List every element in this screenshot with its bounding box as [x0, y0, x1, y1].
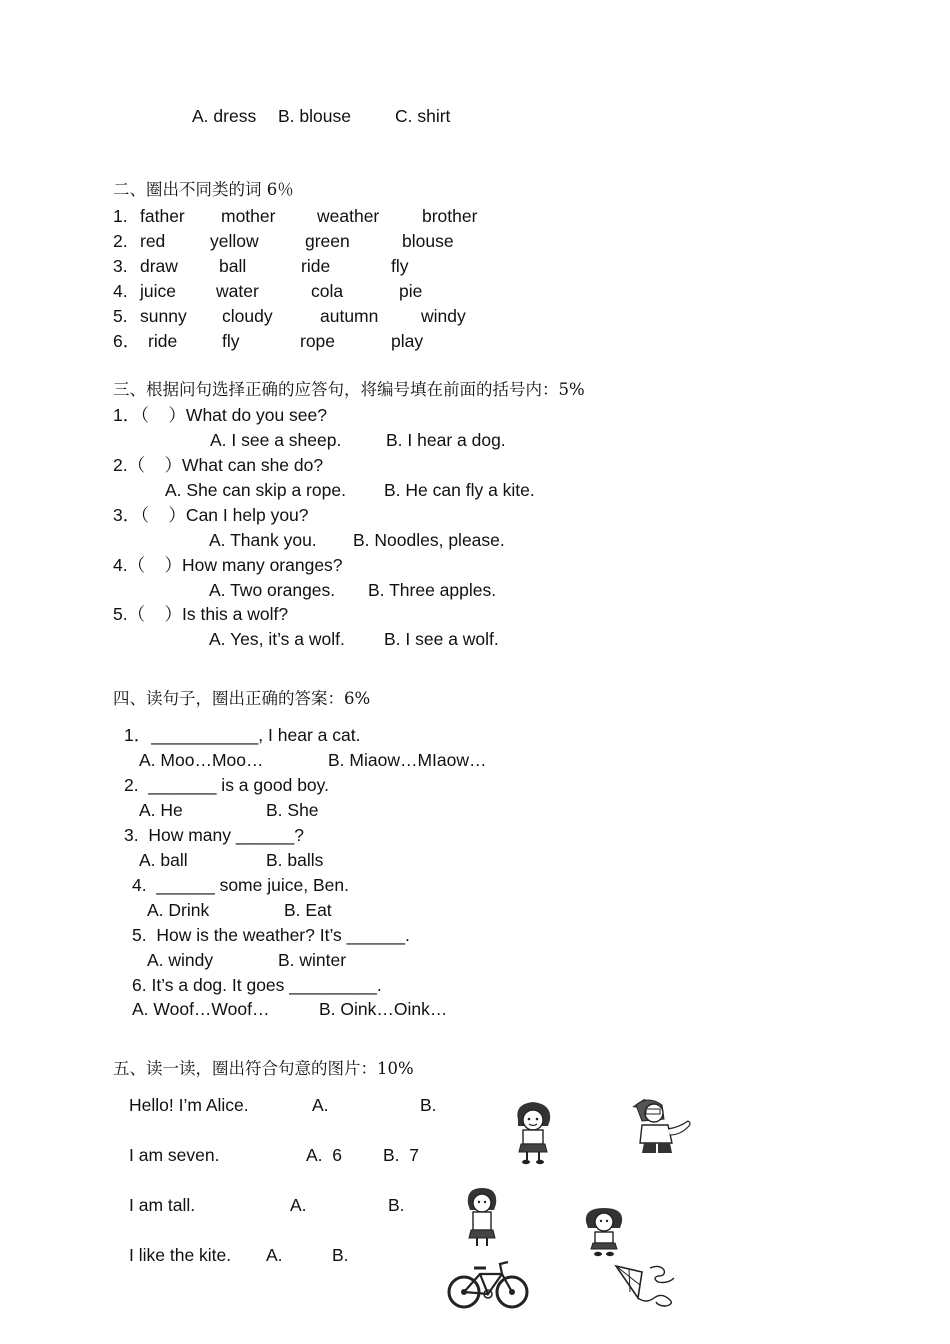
s5-choice-b[interactable]: B. 7 — [383, 1145, 419, 1165]
s3-choice-a[interactable]: A. I see a sheep. — [210, 430, 342, 450]
s2-word[interactable]: fly — [222, 331, 240, 351]
s3-question: 2.（ ）What can she do? — [113, 455, 324, 475]
s5-sentence: Hello! I’m Alice. — [129, 1095, 249, 1115]
s5-sentence: I am seven. — [129, 1145, 220, 1165]
old-man-picture[interactable] — [628, 1097, 696, 1155]
s4-question: 5. How is the weather? It’s ______. — [132, 925, 410, 945]
section3-heading: 三、根据问句选择正确的应答句，将编号填在前面的括号内：5% — [113, 380, 585, 399]
s2-word[interactable]: weather — [317, 206, 380, 226]
s3-question: 1．（ ）What do you see? — [113, 405, 327, 425]
s3-question: 3．（ ）Can I help you? — [113, 505, 309, 525]
s4-choice-b[interactable]: B. Oink…Oink… — [319, 999, 448, 1019]
option-c: C. shirt — [395, 106, 451, 126]
s2-word[interactable]: water — [216, 281, 259, 301]
s3-choice-a[interactable]: A. She can skip a rope. — [165, 480, 346, 500]
s2-word[interactable]: ride — [148, 331, 178, 351]
s2-word[interactable]: green — [305, 231, 350, 251]
s5-sentence: I like the kite. — [129, 1245, 232, 1265]
s2-word[interactable]: juice — [140, 281, 176, 301]
section5-heading: 五、读一读，圈出符合句意的图片：10% — [113, 1059, 414, 1078]
short-girl-picture[interactable] — [582, 1206, 628, 1258]
s5-choice-b[interactable]: B. — [332, 1245, 349, 1265]
s5-choice-a[interactable]: A. 6 — [306, 1145, 342, 1165]
s3-choice-a[interactable]: A. Two oranges. — [209, 580, 336, 600]
s2-row-num: 6． — [113, 331, 141, 351]
s4-choice-a[interactable]: A. Drink — [147, 900, 210, 920]
s4-choice-a[interactable]: A. Moo…Moo… — [139, 750, 264, 770]
s3-question: 4.（ ）How many oranges? — [113, 555, 343, 575]
s4-question: 4. ______ some juice, Ben. — [132, 875, 349, 895]
tall-girl-picture[interactable] — [462, 1186, 502, 1250]
s4-choice-a[interactable]: A. Woof…Woof… — [132, 999, 270, 1019]
s3-choice-b[interactable]: B. I hear a dog. — [386, 430, 506, 450]
s2-word[interactable]: red — [140, 231, 166, 251]
s3-choice-a[interactable]: A. Yes, it’s a wolf. — [209, 629, 345, 649]
s2-word[interactable]: sunny — [140, 306, 187, 326]
s4-choice-b[interactable]: B. Eat — [284, 900, 332, 920]
s2-word[interactable]: play — [391, 331, 424, 351]
s2-word[interactable]: rope — [300, 331, 336, 351]
s4-question: 1．___________, I hear a cat. — [124, 725, 361, 745]
s2-word[interactable]: ball — [219, 256, 247, 276]
s3-choice-b[interactable]: B. Three apples. — [368, 580, 497, 600]
s2-word[interactable]: fly — [391, 256, 409, 276]
s4-question: 3. How many ______? — [124, 825, 304, 845]
s3-choice-b[interactable]: B. I see a wolf. — [384, 629, 499, 649]
s3-choice-b[interactable]: B. Noodles, please. — [353, 530, 505, 550]
s4-choice-a[interactable]: A. He — [139, 800, 183, 820]
s2-word[interactable]: yellow — [210, 231, 259, 251]
s2-word[interactable]: brother — [422, 206, 478, 226]
s2-word[interactable]: autumn — [320, 306, 379, 326]
s5-choice-a[interactable]: A. — [266, 1245, 283, 1265]
s3-choice-b[interactable]: B. He can fly a kite. — [384, 480, 535, 500]
s4-question: 2. _______ is a good boy. — [124, 775, 329, 795]
s2-word[interactable]: mother — [221, 206, 276, 226]
girl-alice-picture[interactable] — [508, 1098, 558, 1166]
section4-heading: 四、读句子，圈出正确的答案：6% — [113, 689, 371, 708]
s5-choice-b[interactable]: B. — [420, 1095, 437, 1115]
s2-word[interactable]: blouse — [402, 231, 454, 251]
s2-row-num: 3. — [113, 256, 128, 276]
s4-choice-a[interactable]: A. ball — [139, 850, 188, 870]
s3-choice-a[interactable]: A. Thank you. — [209, 530, 317, 550]
option-a: A. dress — [192, 106, 257, 126]
bicycle-picture[interactable] — [446, 1254, 530, 1312]
s5-choice-a[interactable]: A. — [290, 1195, 307, 1215]
s4-question: 6. It’s a dog. It goes _________. — [132, 975, 382, 995]
s2-row-num: 5. — [113, 306, 128, 326]
s2-word[interactable]: pie — [399, 281, 423, 301]
s4-choice-b[interactable]: B. She — [266, 800, 319, 820]
s2-row-num: 4. — [113, 281, 128, 301]
s2-word[interactable]: windy — [421, 306, 466, 326]
s4-choice-b[interactable]: B. Miaow…MIaow… — [328, 750, 487, 770]
section2-heading: 二、圈出不同类的词 6％ — [113, 180, 294, 199]
s2-word[interactable]: ride — [301, 256, 331, 276]
option-b: B. blouse — [278, 106, 351, 126]
s4-choice-a[interactable]: A. windy — [147, 950, 214, 970]
s4-choice-b[interactable]: B. balls — [266, 850, 324, 870]
kite-picture[interactable] — [612, 1262, 678, 1308]
s5-sentence: I am tall. — [129, 1195, 196, 1215]
s2-row-num: 2. — [113, 231, 128, 251]
s2-word[interactable]: father — [140, 206, 185, 226]
s2-word[interactable]: cloudy — [222, 306, 273, 326]
s4-choice-b[interactable]: B. winter — [278, 950, 347, 970]
s2-row-num: 1. — [113, 206, 128, 226]
s5-choice-a[interactable]: A. — [312, 1095, 329, 1115]
s3-question: 5.（ ）Is this a wolf? — [113, 604, 289, 624]
s2-word[interactable]: cola — [311, 281, 344, 301]
s2-word[interactable]: draw — [140, 256, 178, 276]
s5-choice-b[interactable]: B. — [388, 1195, 405, 1215]
